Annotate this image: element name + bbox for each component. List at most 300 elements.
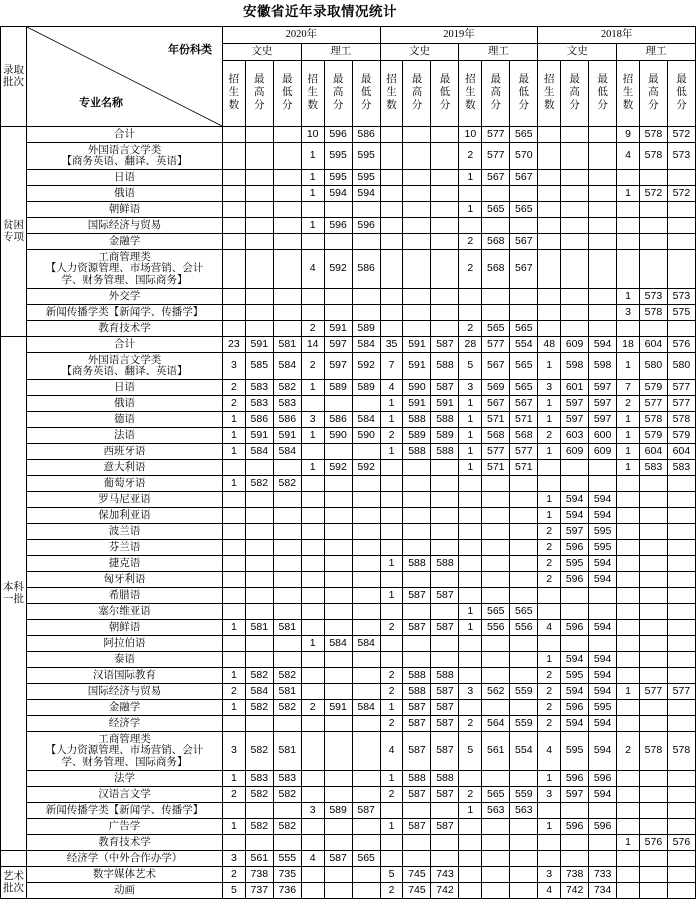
- score-cell: 1: [617, 684, 640, 700]
- score-cell: [667, 716, 695, 732]
- score-cell: 596: [561, 540, 589, 556]
- score-cell: 2: [617, 732, 640, 771]
- score-cell: [431, 803, 459, 819]
- score-cell: 587: [431, 787, 459, 803]
- score-cell: 587: [431, 380, 459, 396]
- score-cell: [403, 170, 431, 186]
- score-cell: [301, 202, 324, 218]
- score-cell: [380, 250, 403, 289]
- score-cell: [617, 202, 640, 218]
- score-cell: [301, 588, 324, 604]
- score-cell: 1: [223, 771, 246, 787]
- score-cell: [561, 588, 589, 604]
- score-cell: [482, 186, 510, 202]
- score-cell: 3: [223, 732, 246, 771]
- header-metric-highest-score: 最 高 分: [482, 61, 510, 127]
- major-name-cell: 波兰语: [27, 524, 223, 540]
- score-cell: [538, 476, 561, 492]
- score-cell: 1: [301, 460, 324, 476]
- score-cell: 584: [352, 337, 380, 353]
- score-cell: 594: [589, 716, 617, 732]
- score-cell: [667, 851, 695, 867]
- header-metric-enrollment-count: 招 生 数: [459, 61, 482, 127]
- score-cell: 582: [245, 819, 273, 835]
- score-cell: [561, 636, 589, 652]
- header-year-category-label: 年份科类: [168, 44, 212, 56]
- score-cell: [431, 540, 459, 556]
- score-cell: 596: [561, 771, 589, 787]
- score-cell: 582: [245, 700, 273, 716]
- score-cell: 594: [589, 556, 617, 572]
- score-cell: 592: [352, 460, 380, 476]
- score-cell: [617, 883, 640, 899]
- score-cell: [273, 218, 301, 234]
- score-cell: [380, 234, 403, 250]
- score-cell: 596: [324, 127, 352, 143]
- score-cell: [324, 524, 352, 540]
- score-cell: [561, 218, 589, 234]
- score-cell: 565: [482, 604, 510, 620]
- score-cell: [459, 508, 482, 524]
- score-cell: 571: [510, 412, 538, 428]
- score-cell: [245, 170, 273, 186]
- score-cell: [459, 572, 482, 588]
- score-cell: 594: [561, 684, 589, 700]
- score-cell: 595: [324, 170, 352, 186]
- score-cell: 582: [245, 787, 273, 803]
- header-metric-lowest-score: 最 低 分: [510, 61, 538, 127]
- score-cell: 590: [403, 380, 431, 396]
- score-cell: [273, 716, 301, 732]
- score-cell: [301, 524, 324, 540]
- major-name-cell: 芬兰语: [27, 540, 223, 556]
- score-cell: 1: [380, 396, 403, 412]
- score-cell: [639, 234, 667, 250]
- score-cell: [403, 851, 431, 867]
- score-cell: 588: [431, 444, 459, 460]
- score-cell: [273, 460, 301, 476]
- score-cell: [510, 524, 538, 540]
- score-cell: 3: [301, 803, 324, 819]
- score-cell: 554: [510, 732, 538, 771]
- score-cell: 582: [273, 819, 301, 835]
- score-cell: 586: [324, 412, 352, 428]
- score-cell: [273, 572, 301, 588]
- score-cell: [561, 170, 589, 186]
- score-cell: 565: [510, 604, 538, 620]
- score-cell: [667, 540, 695, 556]
- score-cell: 1: [223, 428, 246, 444]
- score-cell: [324, 508, 352, 524]
- score-cell: [667, 321, 695, 337]
- score-cell: [639, 771, 667, 787]
- score-cell: [459, 819, 482, 835]
- score-cell: 554: [510, 337, 538, 353]
- score-cell: [589, 636, 617, 652]
- score-cell: [639, 492, 667, 508]
- score-cell: 2: [301, 321, 324, 337]
- major-name-cell: 泰语: [27, 652, 223, 668]
- score-cell: [352, 604, 380, 620]
- score-cell: 1: [538, 396, 561, 412]
- score-cell: [639, 636, 667, 652]
- score-cell: [667, 883, 695, 899]
- score-cell: [352, 819, 380, 835]
- score-cell: 580: [667, 353, 695, 380]
- score-cell: 1: [301, 428, 324, 444]
- score-cell: [561, 305, 589, 321]
- major-name-cell: 朝鲜语: [27, 620, 223, 636]
- score-cell: [639, 556, 667, 572]
- score-cell: [482, 492, 510, 508]
- score-cell: [482, 508, 510, 524]
- score-cell: 1: [380, 819, 403, 835]
- score-cell: 563: [510, 803, 538, 819]
- header-subject-2018-science: 理工: [617, 44, 696, 61]
- score-cell: 4: [301, 250, 324, 289]
- table-row: [1, 250, 696, 289]
- score-cell: [403, 524, 431, 540]
- score-cell: 733: [589, 867, 617, 883]
- score-cell: [431, 572, 459, 588]
- score-cell: 2: [538, 428, 561, 444]
- score-cell: [589, 218, 617, 234]
- score-cell: [245, 289, 273, 305]
- score-cell: [403, 636, 431, 652]
- score-cell: [273, 540, 301, 556]
- score-cell: [245, 202, 273, 218]
- score-cell: 2: [380, 428, 403, 444]
- score-cell: [245, 572, 273, 588]
- score-cell: [561, 851, 589, 867]
- score-cell: 1: [459, 428, 482, 444]
- major-name-cell: 汉语国际教育: [27, 668, 223, 684]
- score-cell: 587: [403, 716, 431, 732]
- score-cell: [245, 460, 273, 476]
- score-cell: [510, 867, 538, 883]
- score-cell: [324, 234, 352, 250]
- score-cell: [301, 305, 324, 321]
- score-cell: 584: [245, 684, 273, 700]
- score-cell: 567: [482, 353, 510, 380]
- score-cell: [403, 321, 431, 337]
- score-cell: [561, 250, 589, 289]
- score-cell: [431, 218, 459, 234]
- score-cell: 592: [324, 250, 352, 289]
- score-cell: [223, 572, 246, 588]
- score-cell: 2: [538, 524, 561, 540]
- score-cell: [431, 202, 459, 218]
- score-cell: 735: [273, 867, 301, 883]
- score-cell: [538, 803, 561, 819]
- batch-label-cell: 本科 一批: [1, 337, 27, 851]
- score-cell: [510, 771, 538, 787]
- score-cell: 587: [431, 819, 459, 835]
- score-cell: 587: [403, 787, 431, 803]
- major-name-cell: 教育技术学: [27, 321, 223, 337]
- score-cell: 565: [482, 787, 510, 803]
- header-year-2020: 2020年: [223, 27, 381, 44]
- table-row: [1, 604, 696, 620]
- score-cell: [667, 476, 695, 492]
- score-cell: 1: [538, 353, 561, 380]
- score-cell: [273, 588, 301, 604]
- score-cell: [639, 652, 667, 668]
- score-cell: [273, 803, 301, 819]
- score-cell: [617, 234, 640, 250]
- score-cell: [667, 787, 695, 803]
- score-cell: 587: [352, 803, 380, 819]
- score-cell: [589, 127, 617, 143]
- score-cell: 577: [667, 396, 695, 412]
- score-cell: [403, 234, 431, 250]
- score-cell: [273, 321, 301, 337]
- score-cell: [301, 556, 324, 572]
- score-cell: [380, 508, 403, 524]
- score-cell: 736: [273, 883, 301, 899]
- score-cell: [482, 700, 510, 716]
- score-cell: [380, 289, 403, 305]
- score-cell: 573: [667, 143, 695, 170]
- score-cell: 2: [459, 716, 482, 732]
- table-row: [1, 460, 696, 476]
- score-cell: [245, 508, 273, 524]
- score-cell: 586: [352, 127, 380, 143]
- table-row: [1, 771, 696, 787]
- score-cell: [617, 700, 640, 716]
- header-year-2019: 2019年: [380, 27, 538, 44]
- score-cell: [538, 604, 561, 620]
- score-cell: [431, 143, 459, 170]
- score-cell: 590: [352, 428, 380, 444]
- score-cell: 565: [352, 851, 380, 867]
- score-cell: 583: [639, 460, 667, 476]
- score-cell: [510, 476, 538, 492]
- score-cell: 592: [324, 460, 352, 476]
- score-cell: 594: [589, 572, 617, 588]
- score-cell: 2: [459, 321, 482, 337]
- score-cell: [403, 186, 431, 202]
- score-cell: [639, 787, 667, 803]
- major-name-cell: 新闻传播学类【新闻学、传播学】: [27, 305, 223, 321]
- score-cell: [510, 883, 538, 899]
- score-cell: [352, 572, 380, 588]
- score-cell: [589, 234, 617, 250]
- score-cell: 737: [245, 883, 273, 899]
- score-cell: [223, 524, 246, 540]
- score-cell: [223, 202, 246, 218]
- score-cell: [459, 771, 482, 787]
- major-name-cell: 俄语: [27, 396, 223, 412]
- batch-label-cell: [1, 851, 27, 867]
- score-cell: 559: [510, 716, 538, 732]
- score-cell: [538, 851, 561, 867]
- score-cell: [667, 588, 695, 604]
- score-cell: 588: [431, 771, 459, 787]
- score-cell: 591: [431, 396, 459, 412]
- score-cell: 595: [324, 143, 352, 170]
- score-cell: [459, 556, 482, 572]
- score-cell: [459, 883, 482, 899]
- score-cell: [223, 289, 246, 305]
- score-cell: [324, 289, 352, 305]
- header-metric-enrollment-count: 招 生 数: [380, 61, 403, 127]
- score-cell: [352, 771, 380, 787]
- score-cell: 597: [589, 396, 617, 412]
- score-cell: 2: [223, 380, 246, 396]
- score-cell: 28: [459, 337, 482, 353]
- score-cell: 1: [459, 803, 482, 819]
- score-cell: 587: [324, 851, 352, 867]
- score-cell: 597: [561, 524, 589, 540]
- score-cell: 556: [482, 620, 510, 636]
- score-cell: [510, 305, 538, 321]
- score-cell: [273, 202, 301, 218]
- score-cell: 595: [561, 556, 589, 572]
- score-cell: 597: [589, 380, 617, 396]
- score-cell: 568: [482, 250, 510, 289]
- score-cell: 587: [403, 588, 431, 604]
- major-name-cell: 朝鲜语: [27, 202, 223, 218]
- score-cell: [301, 716, 324, 732]
- score-cell: 587: [403, 700, 431, 716]
- score-cell: 2: [459, 787, 482, 803]
- score-cell: [431, 835, 459, 851]
- score-cell: [380, 572, 403, 588]
- score-cell: [380, 305, 403, 321]
- score-cell: 569: [482, 380, 510, 396]
- score-cell: 571: [482, 460, 510, 476]
- score-cell: [667, 771, 695, 787]
- score-cell: [352, 524, 380, 540]
- score-cell: 2: [538, 540, 561, 556]
- score-cell: [482, 771, 510, 787]
- score-cell: [223, 716, 246, 732]
- score-cell: [301, 604, 324, 620]
- table-row: [1, 716, 696, 732]
- header-subject-2020-science: 理工: [301, 44, 380, 61]
- score-cell: 1: [223, 668, 246, 684]
- score-cell: 583: [667, 460, 695, 476]
- score-cell: 578: [639, 732, 667, 771]
- score-cell: [352, 234, 380, 250]
- score-cell: [639, 700, 667, 716]
- score-cell: [324, 556, 352, 572]
- major-name-cell: 合计: [27, 127, 223, 143]
- score-cell: 580: [639, 353, 667, 380]
- score-cell: 1: [301, 218, 324, 234]
- score-cell: [667, 556, 695, 572]
- table-row: [1, 289, 696, 305]
- score-cell: [667, 572, 695, 588]
- score-cell: [431, 250, 459, 289]
- score-cell: 738: [561, 867, 589, 883]
- score-cell: [245, 716, 273, 732]
- score-cell: [352, 289, 380, 305]
- table-row: [1, 412, 696, 428]
- score-cell: [589, 170, 617, 186]
- score-cell: 594: [589, 787, 617, 803]
- header-metric-enrollment-count: 招 生 数: [617, 61, 640, 127]
- score-cell: [431, 492, 459, 508]
- table-row: [1, 202, 696, 218]
- score-cell: [273, 652, 301, 668]
- score-cell: 609: [561, 444, 589, 460]
- table-row: [1, 700, 696, 716]
- score-cell: [589, 803, 617, 819]
- score-cell: [223, 835, 246, 851]
- score-cell: [403, 803, 431, 819]
- score-cell: [482, 218, 510, 234]
- score-cell: [459, 835, 482, 851]
- score-cell: [510, 700, 538, 716]
- score-cell: [538, 321, 561, 337]
- table-row: [1, 620, 696, 636]
- score-cell: 565: [510, 127, 538, 143]
- score-cell: [245, 321, 273, 337]
- score-cell: [482, 556, 510, 572]
- score-cell: 9: [617, 127, 640, 143]
- score-cell: [301, 684, 324, 700]
- score-cell: 581: [245, 620, 273, 636]
- score-cell: [431, 851, 459, 867]
- score-cell: [301, 835, 324, 851]
- score-cell: 588: [403, 556, 431, 572]
- score-cell: 604: [639, 444, 667, 460]
- score-cell: [538, 186, 561, 202]
- score-cell: 594: [589, 508, 617, 524]
- score-cell: [459, 588, 482, 604]
- major-name-cell: 希腊语: [27, 588, 223, 604]
- score-cell: 48: [538, 337, 561, 353]
- score-cell: 2: [538, 556, 561, 572]
- score-cell: [639, 250, 667, 289]
- score-cell: [245, 305, 273, 321]
- table-row: [1, 636, 696, 652]
- score-cell: [352, 835, 380, 851]
- score-cell: [561, 835, 589, 851]
- score-cell: [245, 556, 273, 572]
- major-name-cell: 日语: [27, 170, 223, 186]
- score-cell: [639, 524, 667, 540]
- score-cell: [667, 700, 695, 716]
- score-cell: 591: [403, 353, 431, 380]
- table-row: [1, 835, 696, 851]
- score-cell: 583: [273, 771, 301, 787]
- score-cell: 595: [589, 700, 617, 716]
- score-cell: [538, 202, 561, 218]
- score-cell: [403, 476, 431, 492]
- score-cell: 2: [538, 716, 561, 732]
- score-cell: [324, 540, 352, 556]
- score-cell: [324, 572, 352, 588]
- score-cell: 598: [561, 353, 589, 380]
- score-cell: [431, 170, 459, 186]
- score-cell: [223, 508, 246, 524]
- score-cell: [223, 604, 246, 620]
- score-cell: 578: [667, 412, 695, 428]
- score-cell: 3: [538, 867, 561, 883]
- score-cell: 579: [639, 380, 667, 396]
- score-cell: [639, 540, 667, 556]
- score-cell: [639, 170, 667, 186]
- score-cell: [617, 803, 640, 819]
- score-cell: [482, 652, 510, 668]
- score-cell: 582: [273, 668, 301, 684]
- score-cell: [589, 289, 617, 305]
- score-cell: [459, 305, 482, 321]
- score-cell: [639, 218, 667, 234]
